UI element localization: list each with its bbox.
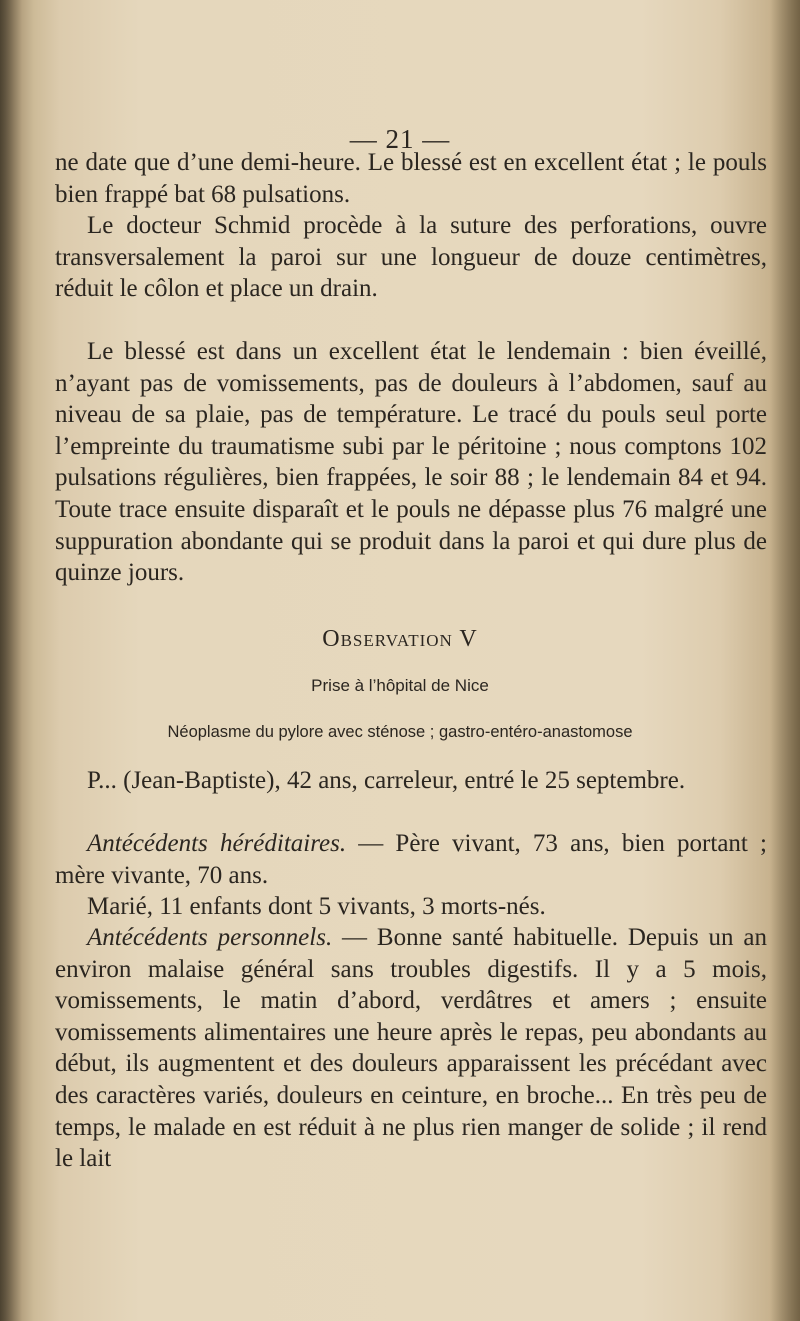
- marital-status: Marié, 11 enfants dont 5 vivants, 3 morts-nés.: [87, 893, 546, 920]
- paragraph-continuation: ne date que d’une demi-heure. Le blessé est en excellent état ; le pouls bien frappé bat 68 pulsations.: [55, 149, 767, 208]
- hereditary-label: Antécédents héréditaires.: [87, 830, 347, 857]
- personal-history: [55, 922, 767, 1175]
- hereditary-history: [55, 828, 767, 891]
- patient-intro: P... (Jean-Baptiste), 42 ans, carreleur, entré le 25 septembre.: [87, 767, 686, 794]
- observation-description: Néoplasme du pylore avec sténose ; gastro-entéro-anastomose: [167, 723, 633, 741]
- page-shadow-right: [770, 0, 800, 1321]
- observation-title: Observation V: [322, 626, 478, 652]
- page-shadow-left: [0, 0, 22, 1321]
- page-number: — 21 —: [349, 124, 451, 154]
- paragraph-suture: Le docteur Schmid procède à la suture des perforations, ouvre transversalement la paroi sur une longueur de douze centimètres, réduit le côlon et place un drain.: [55, 212, 767, 303]
- paragraph-next-day: Le blessé est dans un excellent état le lendemain : bien éveillé, n’ayant pas de vomissements, pas de douleurs à l’abdomen, sauf au niveau de sa plaie, pas de température. Le tracé du pouls seul porte l’empreinte du traumatisme subi par le péritoine ; nous comptons 102 pulsations régulières, bien frappées, le soir 88 ; le lendemain 84 et 94. Toute trace ensuite disparaît et le pouls ne dépasse plus 76 malgré une suppuration abondante qui se produit dans la paroi et qui dure plus de quinze jours.: [55, 338, 767, 587]
- personal-label: Antécédents personnels.: [87, 924, 333, 951]
- hereditary-text: — Père vivant, 73 ans, bien portant ; mère vivante, 70 ans.: [55, 830, 767, 889]
- personal-text: — Bonne santé habituelle. Depuis un an environ malaise général sans troubles digestifs. Il y a 5 mois, vomissements, le matin d’abord, verdâtres et amers ; ensuite vomissements alimentaires une heure après le repas, peu abondants au début, ils augmentent et des douleurs apparaissent les précédant avec des caractères variés, douleurs en ceinture, en broche... En très peu de temps, le malade en est réduit à ne plus rien manger de solide ; il rend le lait: [55, 924, 767, 1173]
- observation-subtitle: Prise à l’hôpital de Nice: [311, 676, 489, 695]
